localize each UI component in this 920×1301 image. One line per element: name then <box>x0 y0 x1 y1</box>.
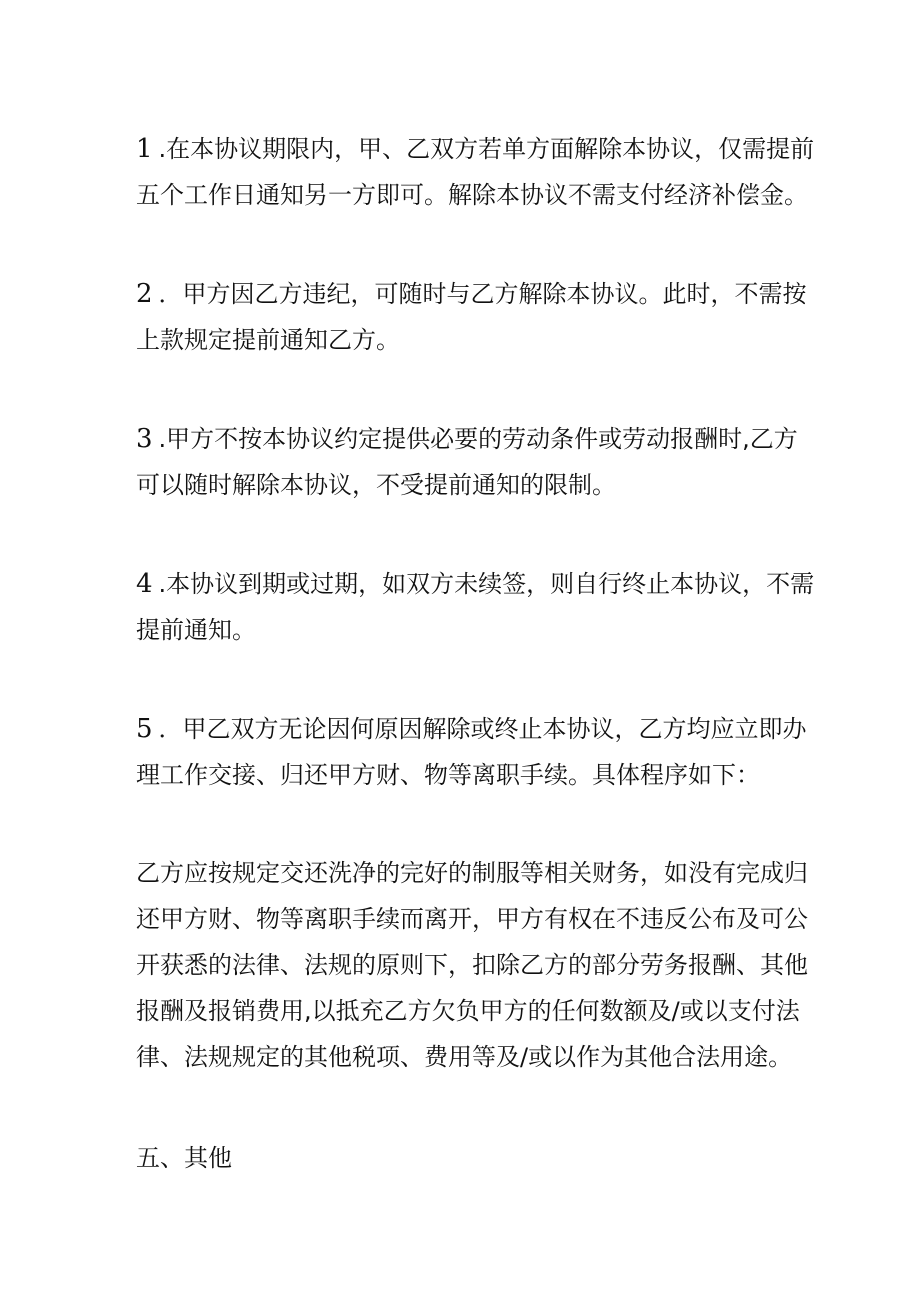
procedure-line-3: 开获悉的法律、法规的原则下，扣除乙方的部分劳务报酬、其他 <box>136 951 808 979</box>
clause-4-line-2: 提前通知。 <box>136 616 256 644</box>
procedure-line-1: 乙方应按规定交还洗净的完好的制服等相关财务，如没有完成归 <box>136 859 808 887</box>
clause-3-line-1 <box>136 416 796 462</box>
clause-2-text-1: ．甲方因乙方违纪，可随时与乙方解除本协议。此时，不需按 <box>158 280 807 308</box>
section-heading-text: 五、其他 <box>136 1144 232 1172</box>
clause-5 <box>136 706 807 798</box>
clause-2-line-1 <box>136 271 807 317</box>
procedure-line-2: 还甲方财、物等离职手续而离开，甲方有权在不违反公布及可公 <box>136 905 808 933</box>
clause-4-line-1 <box>136 561 815 607</box>
clause-2-number: 2 <box>136 279 153 309</box>
clause-5-text-1: ．甲乙双方无论因何原因解除或终止本协议，乙方均应立即办 <box>158 715 807 743</box>
clause-2 <box>136 271 807 363</box>
procedure-line-5: 律、法规规定的其他税项、费用等及/或以作为其他合法用途。 <box>136 1043 793 1071</box>
clause-1-text-1: .在本协议期限内，甲、乙双方若单方面解除本协议，仅需提前 <box>158 135 815 163</box>
procedure-line-4: 报酬及报销费用,以抵充乙方欠负甲方的任何数额及/或以支付法 <box>136 997 800 1025</box>
clause-1-line-2: 五个工作日通知另一方即可。解除本协议不需支付经济补偿金。 <box>136 181 808 209</box>
clause-4 <box>136 561 815 653</box>
clause-5-line-1 <box>136 706 807 752</box>
clause-3-line-2: 可以随时解除本协议，不受提前通知的限制。 <box>136 471 616 499</box>
clause-3-text-1: .甲方不按本协议约定提供必要的劳动条件或劳动报酬时,乙方 <box>158 425 798 453</box>
clause-1-line-1 <box>136 126 815 172</box>
procedure-paragraph <box>136 850 808 1080</box>
section-heading <box>136 1135 796 1181</box>
clause-5-number: 5 <box>136 714 153 744</box>
clause-3-number: 3 <box>136 424 153 454</box>
clause-4-text-1: .本协议到期或过期，如双方未续签，则自行终止本协议，不需 <box>158 570 815 598</box>
clause-5-line-2: 理工作交接、归还甲方财、物等离职手续。具体程序如下： <box>136 761 760 789</box>
clause-2-line-2: 上款规定提前通知乙方。 <box>136 326 400 354</box>
clause-1-number: 1 <box>136 134 153 164</box>
clause-4-number: 4 <box>136 569 153 599</box>
clause-3 <box>136 416 796 508</box>
clause-1 <box>136 126 815 218</box>
